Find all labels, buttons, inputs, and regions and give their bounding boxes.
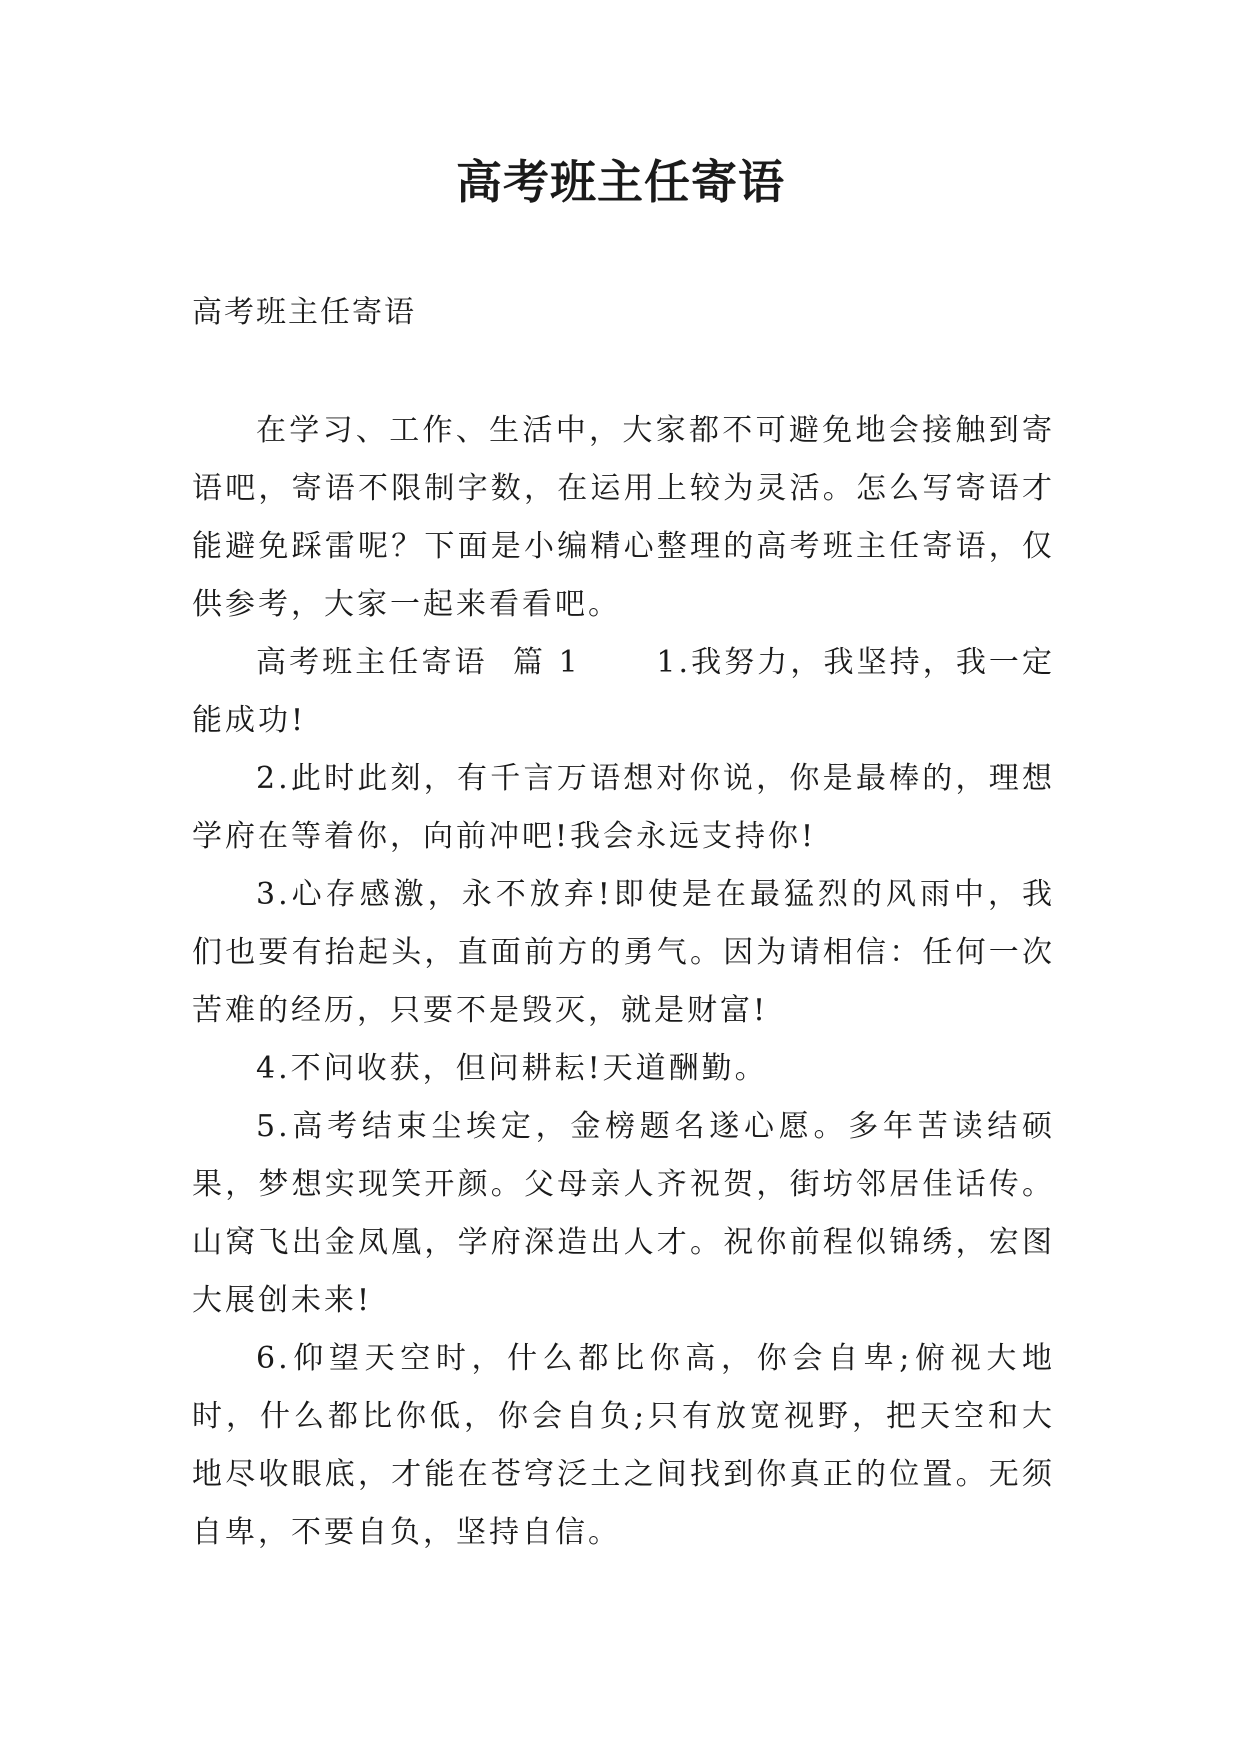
document-subtitle: 高考班主任寄语	[192, 295, 416, 330]
list-item: 4.不问收获，但问耕耘!天道酬勤。	[256, 1051, 768, 1086]
document-body	[192, 402, 1055, 1562]
list-item: 1.我努力，我坚持，我一定能成功!	[192, 645, 1056, 738]
document-title: 高考班主任寄语	[456, 155, 785, 209]
intro-paragraph: 在学习、工作、生活中，大家都不可避免地会接触到寄语吧，寄语不限制字数，在运用上较为灵活。怎么写寄语才能避免踩雷呢？下面是小编精心整理的高考班主任寄语，仅供参考，大家一起来看看吧。	[192, 413, 1055, 622]
section-heading: 高考班主任寄语 篇 1	[256, 645, 581, 680]
list-item: 5.高考结束尘埃定，金榜题名遂心愿。多年苦读结硕果，梦想实现笑开颜。父母亲人齐祝贺，街坊邻居佳话传。山窝飞出金凤凰，学府深造出人才。祝你前程似锦绣，宏图大展创未来!	[192, 1109, 1055, 1318]
list-item: 2.此时此刻，有千言万语想对你说，你是最棒的，理想学府在等着你，向前冲吧!我会永远支持你!	[192, 761, 1055, 854]
list-item: 3.心存感激，永不放弃!即使是在最猛烈的风雨中，我们也要有抬起头，直面前方的勇气。因为请相信：任何一次苦难的经历，只要不是毁灭，就是财富!	[192, 877, 1055, 1028]
section-paragraph-1	[192, 634, 1055, 750]
list-item: 6.仰望天空时，什么都比你高，你会自卑;俯视大地时，什么都比你低，你会自负;只有放宽视野，把天空和大地尽收眼底，才能在苍穹泛土之间找到你真正的位置。无须自卑，不要自负，坚持自信。	[192, 1341, 1055, 1550]
